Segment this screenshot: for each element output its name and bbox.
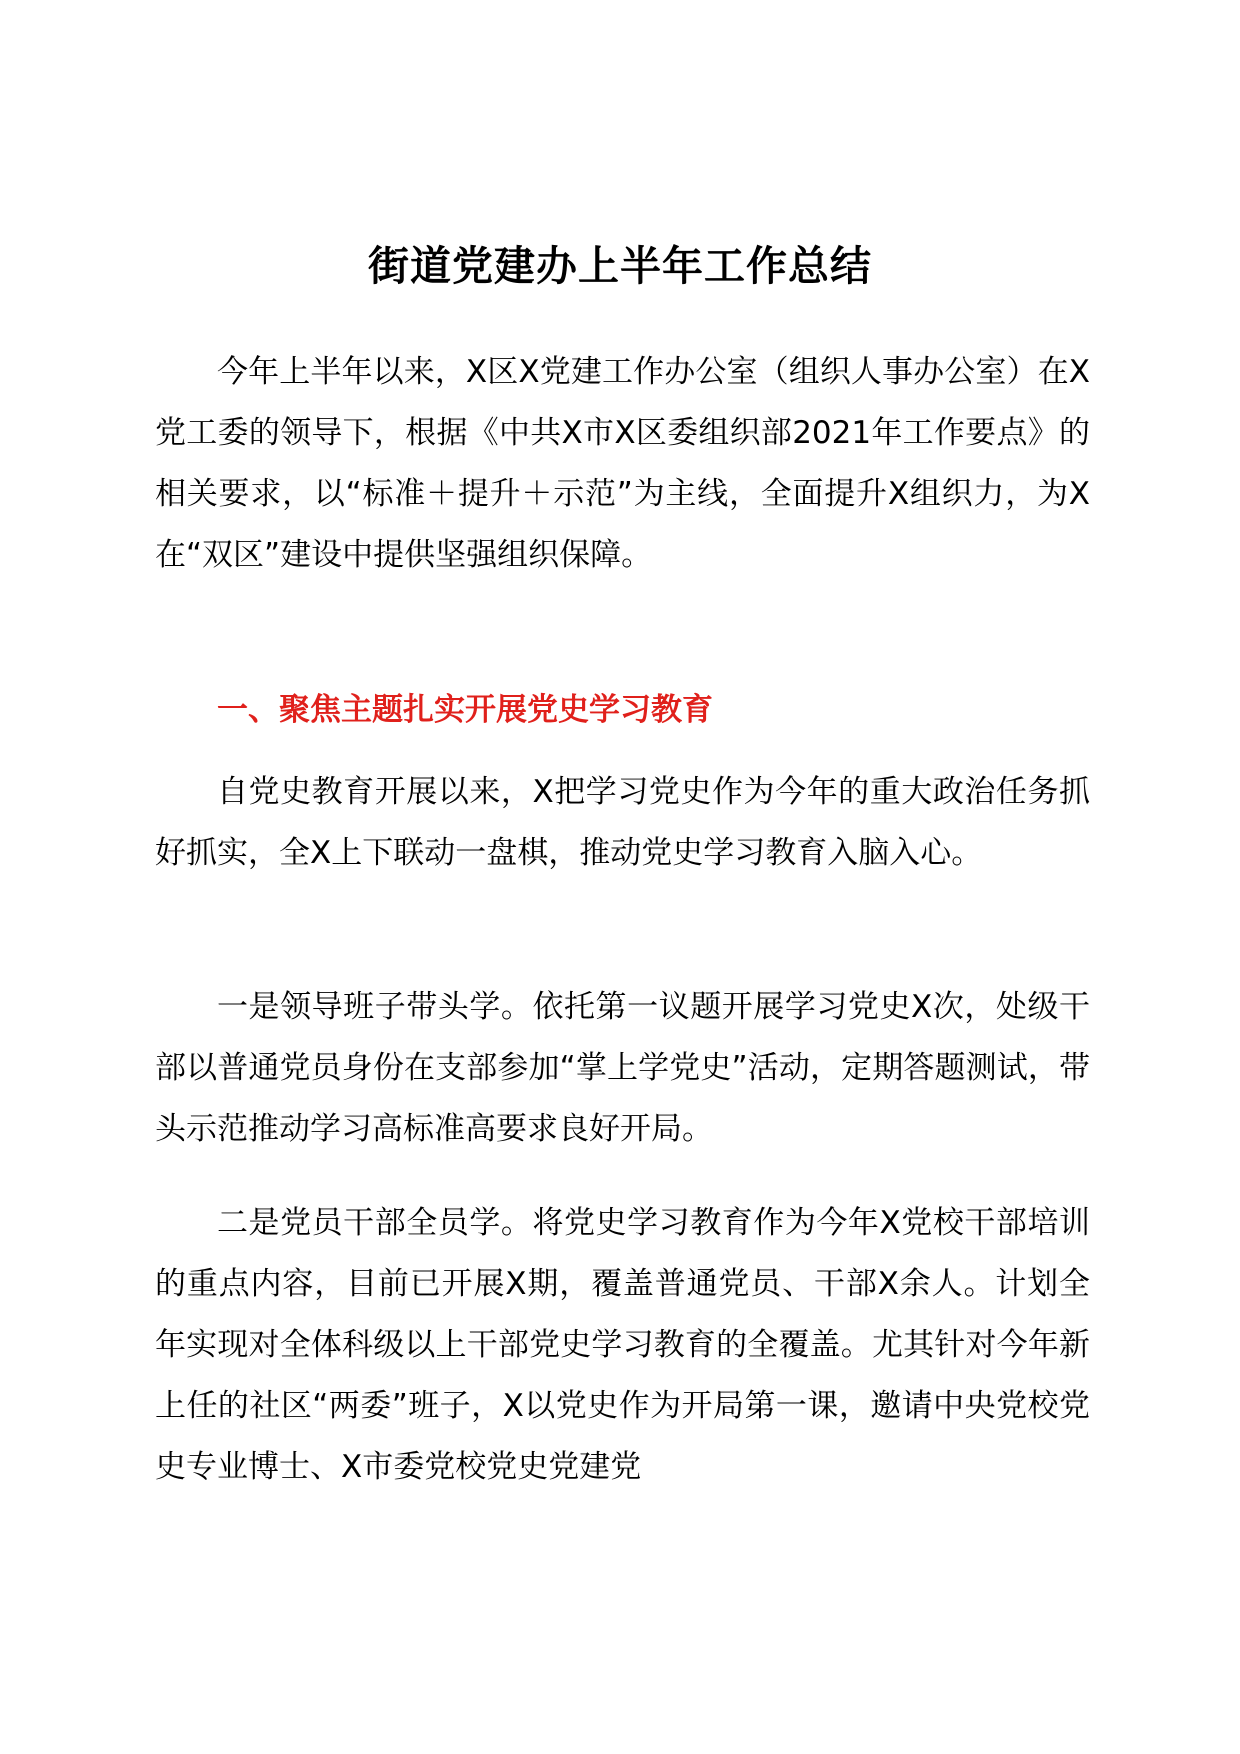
body-paragraph: 自党史教育开展以来，X把学习党史作为今年的重大政治任务抓好抓实，全X上下联动一盘棋，推动党史学习教育入脑入心。	[155, 774, 1090, 871]
body-paragraph: 一是领导班子带头学。依托第一议题开展学习党史X次，处级干部以普通党员身份在支部参加“掌上学党史”活动，定期答题测试，带头示范推动学习高标准高要求良好开局。	[155, 989, 1090, 1147]
document-title: 街道党建办上半年工作总结	[368, 242, 872, 290]
body-paragraph: 二是党员干部全员学。将党史学习教育作为今年X党校干部培训的重点内容，目前已开展X期，覆盖普通党员、干部X余人。计划全年实现对全体科级以上干部党史学习教育的全覆盖。尤其针对今年新上任的社区“两委”班子，X以党史作为开局第一课，邀请中央党校党史专业博士、X市委党校党史党建党	[155, 1205, 1090, 1485]
section-heading: 一、聚焦主题扎实开展党史学习教育	[217, 692, 713, 728]
intro-paragraph: 今年上半年以来，X区X党建工作办公室（组织人事办公室）在X党工委的领导下，根据《中共X市X区委组织部2021年工作要点》的相关要求，以“标准＋提升＋示范”为主线，全面提升X组织力，为X在“双区”建设中提供坚强组织保障。	[155, 354, 1090, 573]
